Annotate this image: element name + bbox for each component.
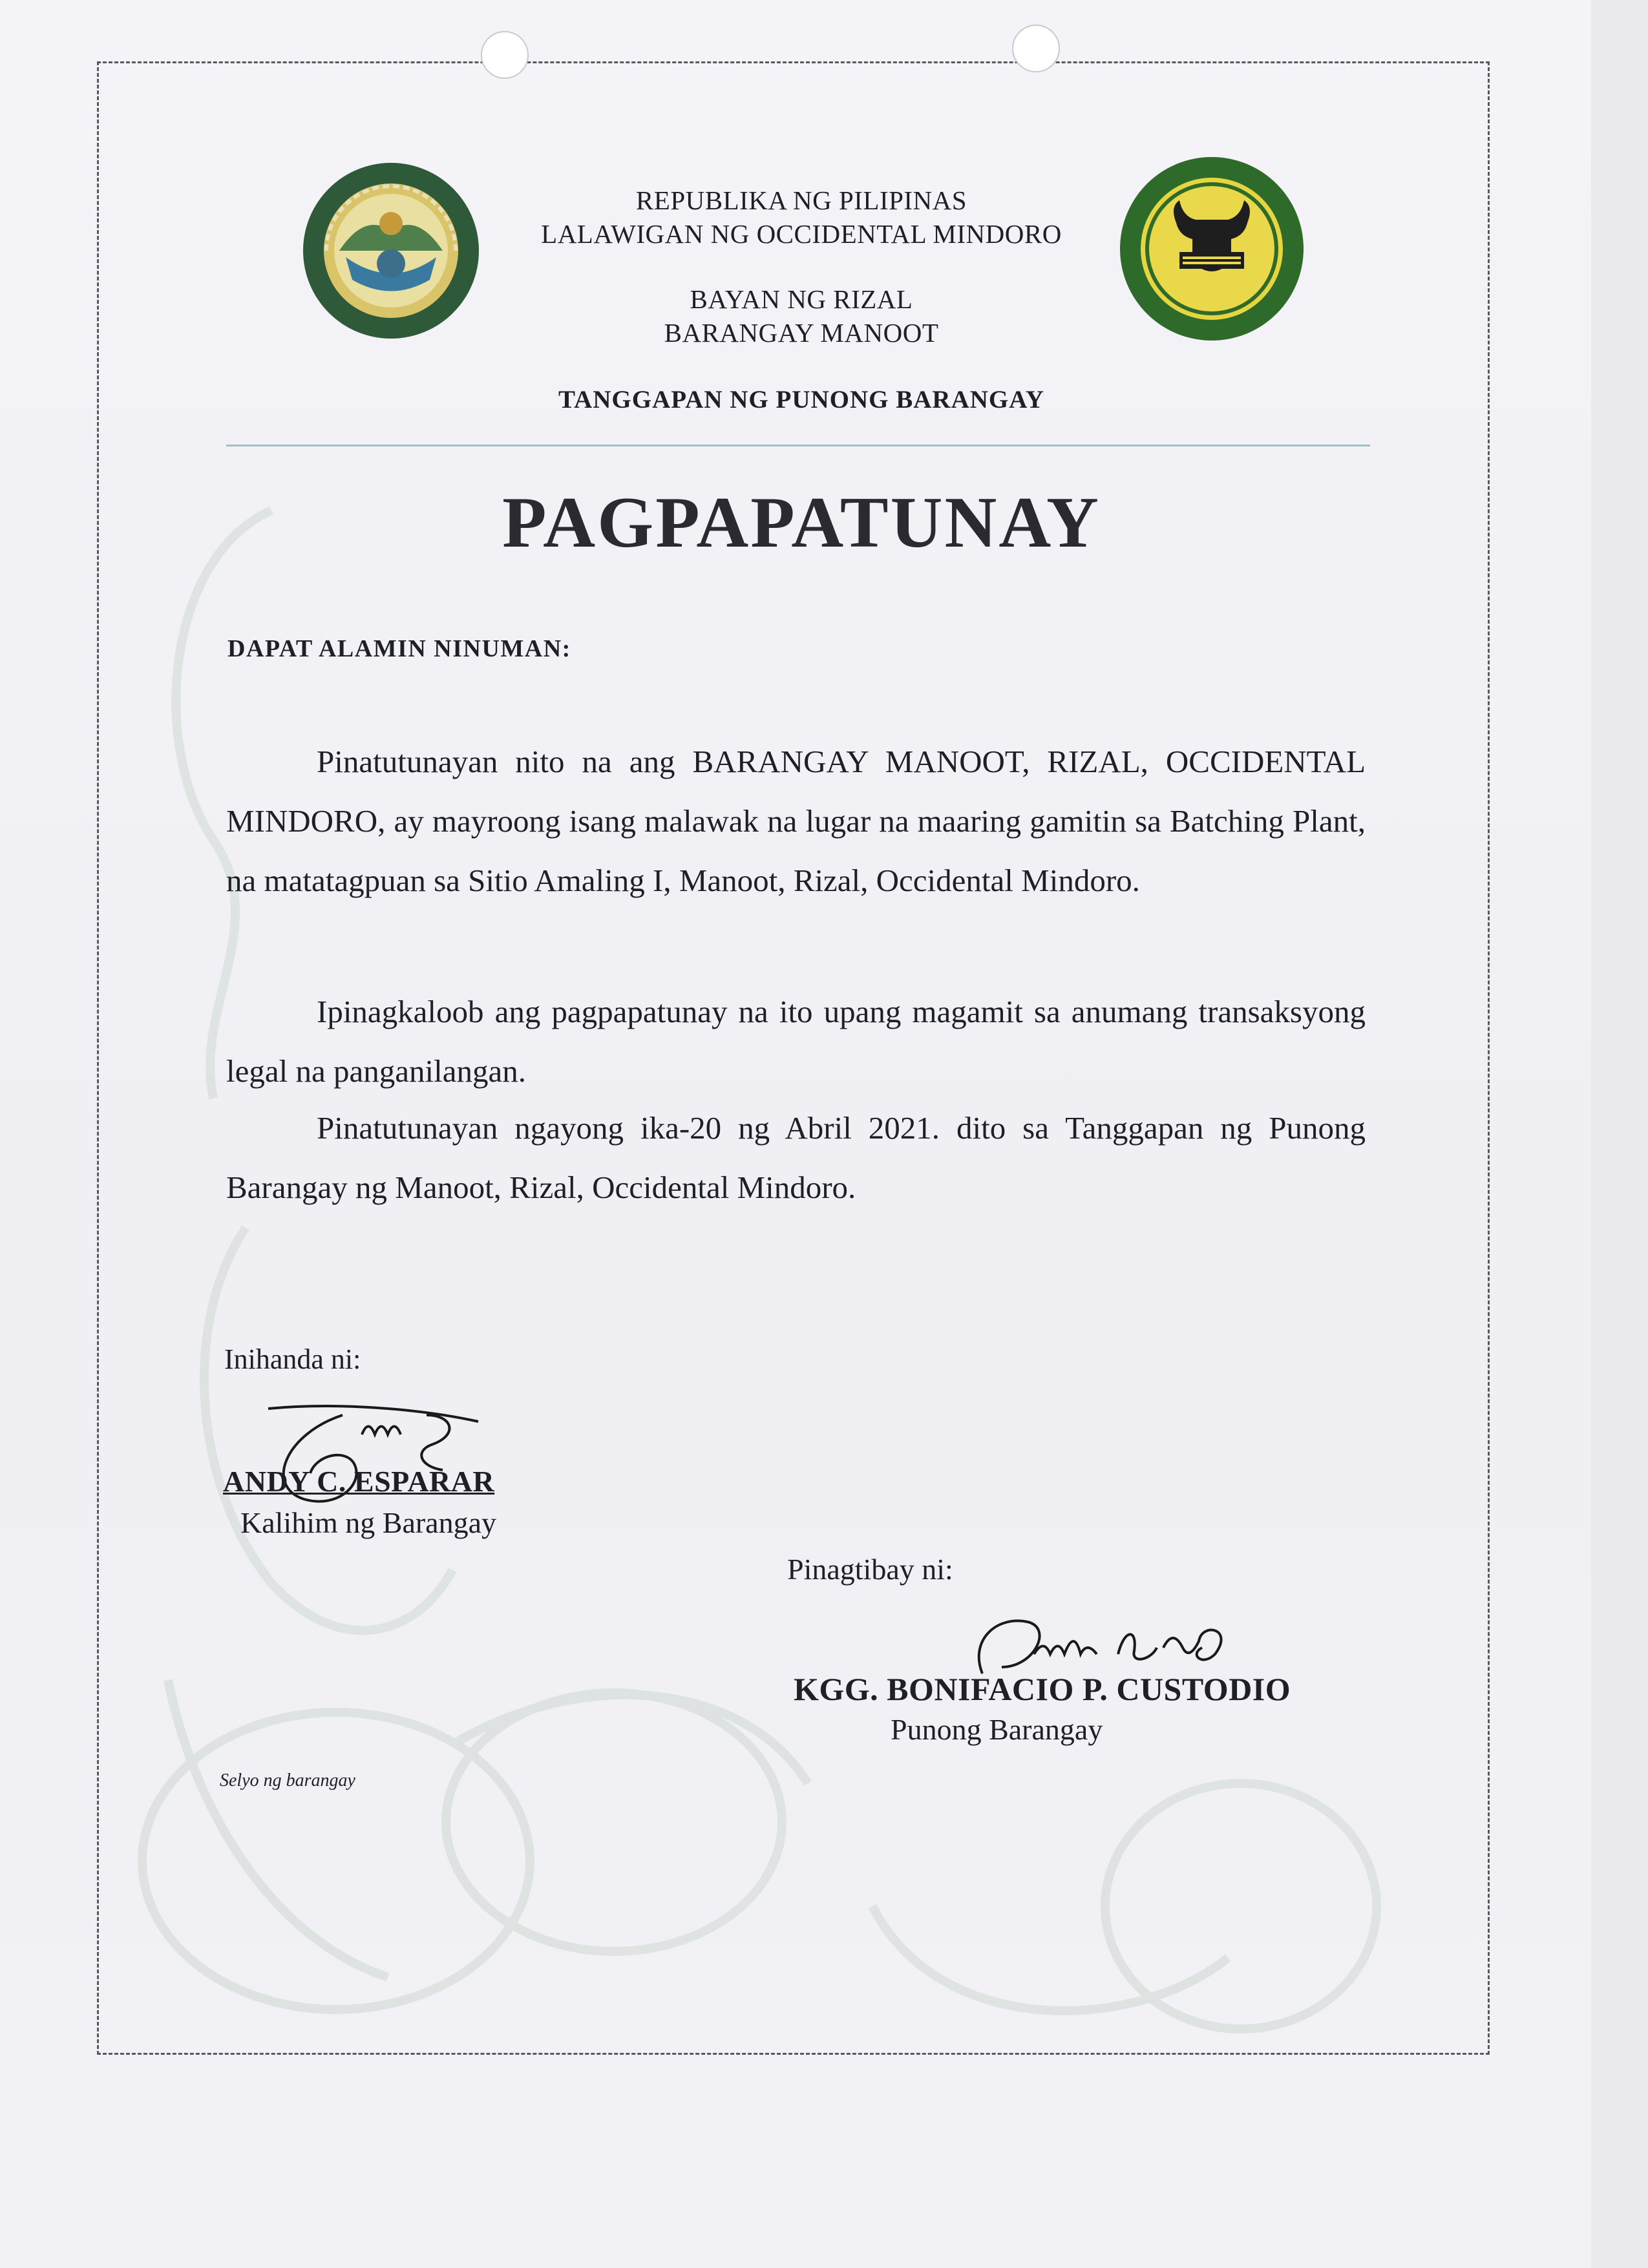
approved-by-label: Pinagtibay ni: (787, 1553, 953, 1586)
body-paragraph: Pinatutunayan nito na ang BARANGAY MANOOT, RIZAL, OCCIDENTAL MINDORO, ay mayroong isang malawak na lugar na maaring gamitin sa Batching Plant, na matatagpuan sa Sitio Amaling I, Manoot, Rizal, Occidental Mindoro. (226, 744, 1366, 898)
punong-barangay-name: KGG. BONIFACIO P. CUSTODIO (794, 1671, 1291, 1707)
seal-placeholder-label: Selyo ng barangay (220, 1770, 355, 1790)
salutation: DAPAT ALAMIN NINUMAN: (227, 635, 571, 662)
header-municipality: BAYAN NG RIZAL (690, 284, 913, 314)
body-paragraph: Ipinagkaloob ang pagpapatunay na ito upang magamit sa anumang transaksyong legal na panganilangan. (226, 994, 1366, 1089)
header-office: TANGGAPAN NG PUNONG BARANGAY (558, 386, 1045, 414)
header-barangay: BARANGAY MANOOT (664, 318, 939, 348)
secretary-signature (259, 1389, 491, 1518)
prepared-by-label: Inihanda ni: (224, 1343, 361, 1375)
document-title: PAGPAPATUNAY (502, 483, 1101, 563)
punong-barangay-position: Punong Barangay (891, 1713, 1103, 1746)
header-divider (226, 445, 1370, 446)
body-paragraph: Pinatutunayan ngayong ika-20 ng Abril 2021. dito sa Tanggapan ng Punong Barangay ng Manoot, Rizal, Occidental Mindoro. (226, 1110, 1366, 1205)
header-republic: REPUBLIKA NG PILIPINAS (635, 185, 967, 215)
punch-hole (1012, 25, 1060, 72)
secretary-position: Kalihim ng Barangay (240, 1506, 497, 1539)
scan-edge (1591, 0, 1648, 2268)
secretary-name: ANDY C. ESPARAR (223, 1465, 495, 1498)
header-province: LALAWIGAN NG OCCIDENTAL MINDORO (541, 219, 1062, 249)
punch-hole (481, 31, 529, 79)
